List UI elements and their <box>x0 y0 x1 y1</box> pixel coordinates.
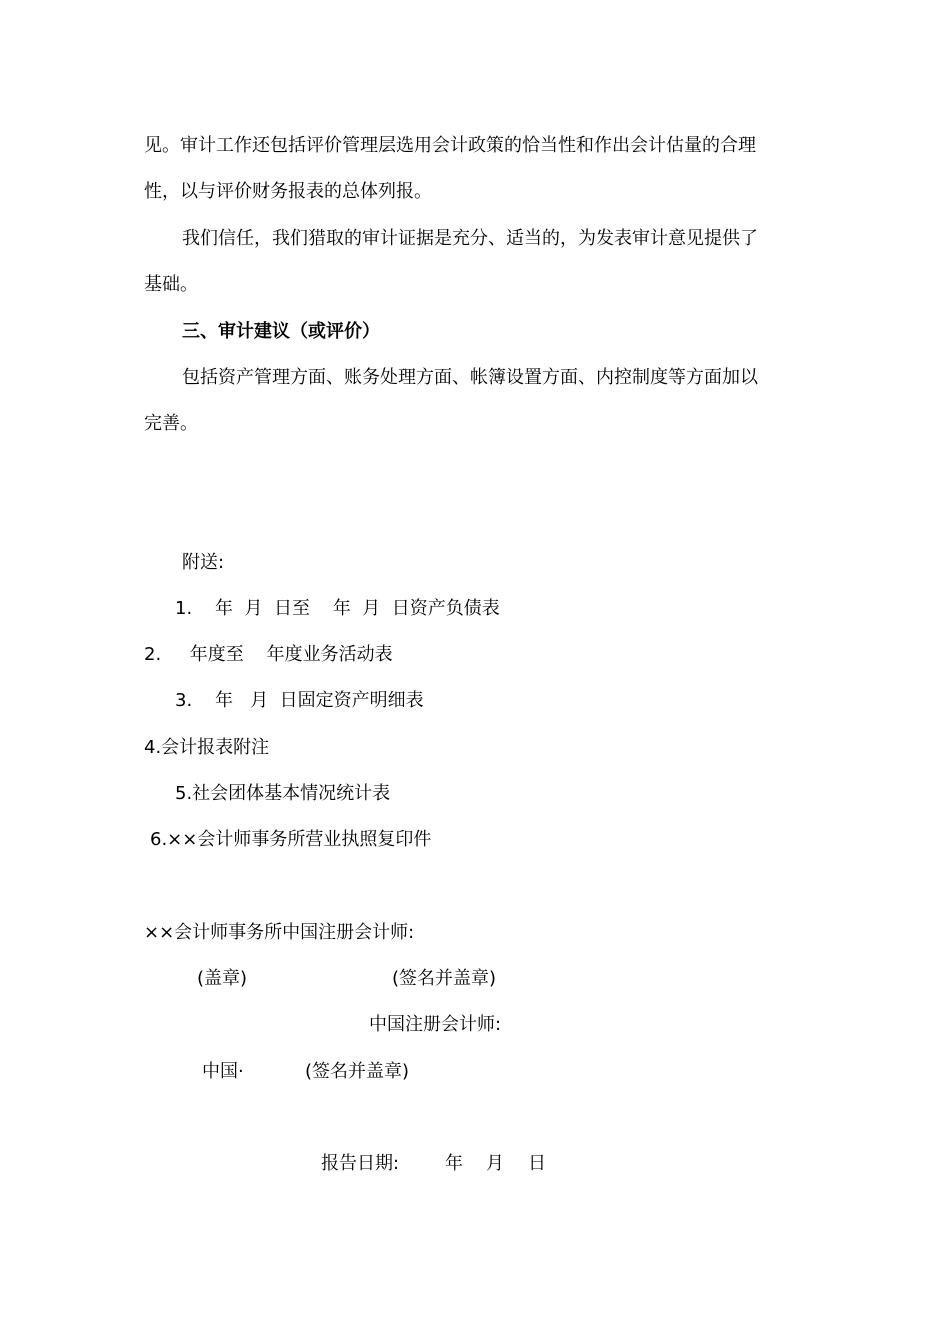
attachment-item-4: 4.会计报表附注 <box>144 737 270 758</box>
report-date-year: 年 <box>445 1153 463 1174</box>
attachment-item-2: 2. 年度至 年度业务活动表 <box>144 644 393 665</box>
report-date-month: 月 <box>486 1153 504 1174</box>
attachments-label: 附送: <box>182 552 225 573</box>
seal-label-bottom: (签名并盖章) <box>305 1061 410 1082</box>
report-date-label: 报告日期: <box>321 1153 400 1174</box>
attachment-item-3: 3. 年 月 日固定资产明细表 <box>175 690 424 711</box>
report-date-day: 日 <box>528 1153 546 1174</box>
cpa-label: 中国注册会计师: <box>369 1014 502 1035</box>
seal-label-right: (签名并盖章) <box>392 968 497 989</box>
paragraph-3-line-1: 包括资产管理方面、账务处理方面、帐簿设置方面、内控制度等方面加以 <box>182 367 758 388</box>
attachment-item-1: 1. 年 月 日至 年 月 日资产负债表 <box>175 598 500 619</box>
paragraph-3-line-2: 完善。 <box>144 413 198 434</box>
section-3-heading: 三、审计建议（或评价） <box>182 321 380 342</box>
seal-label-left: (盖章) <box>197 968 248 989</box>
firm-signature-line: ××会计师事务所中国注册会计师: <box>144 922 415 943</box>
paragraph-1-line-2: 性，以与评价财务报表的总体列报。 <box>144 181 432 202</box>
attachment-item-5: 5.社会团体基本情况统计表 <box>175 783 391 804</box>
paragraph-1-line-1: 见。审计工作还包括评价管理层选用会计政策的恰当性和作出会计估量的合理 <box>144 135 756 156</box>
paragraph-2-line-1: 我们信任，我们猎取的审计证据是充分、适当的，为发表审计意见提供了 <box>182 228 758 249</box>
china-label: 中国· <box>202 1061 244 1082</box>
attachment-item-6: 6.××会计师事务所营业执照复印件 <box>150 829 432 850</box>
paragraph-2-line-2: 基础。 <box>144 274 198 295</box>
